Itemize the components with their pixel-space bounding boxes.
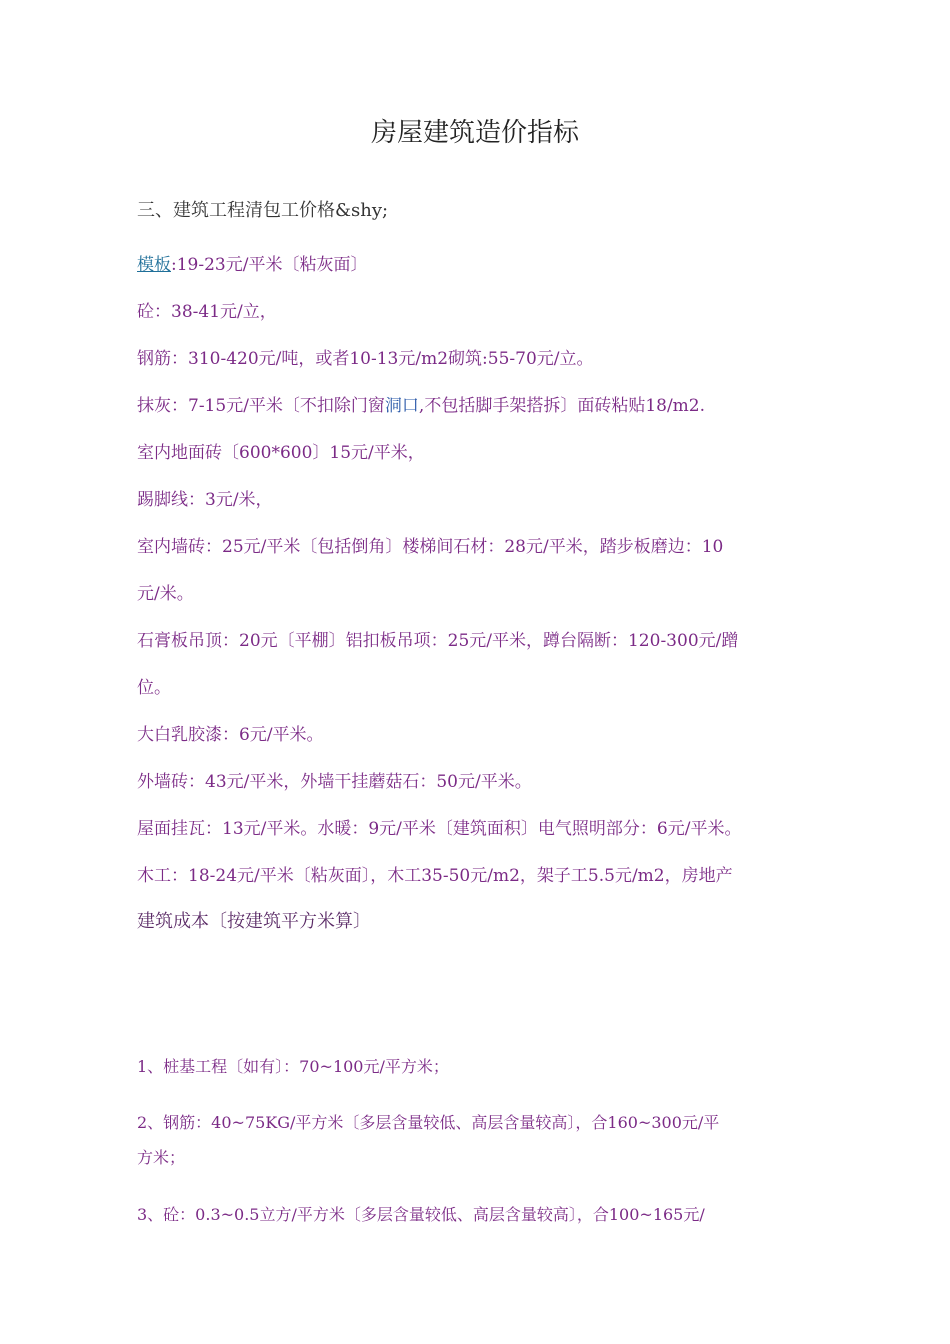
line-wall-tile-cont: 元/米。 bbox=[137, 584, 194, 604]
line-skirting: 踢脚线：3元/米， bbox=[137, 490, 273, 510]
line-formwork bbox=[137, 250, 367, 275]
plaster-opening-term: 洞口 bbox=[384, 396, 419, 416]
line-carpentry: 木工：18-24元/平米〔粘灰面〕，木工35-50元/m2，架子工5.5元/m2，房地产 bbox=[137, 866, 733, 886]
line-cost-heading: 建筑成本〔按建筑平方米算〕 bbox=[137, 911, 371, 932]
line-ceiling-cont: 位。 bbox=[137, 678, 171, 698]
line-ceiling: 石膏板吊顶：20元〔平棚〕铝扣板吊项：25元/平米，蹲台隔断：120-300元/蹭 bbox=[137, 631, 739, 651]
plaster-part-1: 抹灰：7-15元/平米〔不扣除门窗 bbox=[137, 396, 385, 416]
item-rebar-cont: 方米； bbox=[137, 1148, 186, 1167]
formwork-price: :19-23元/平米〔粘灰面〕 bbox=[171, 255, 368, 275]
line-floor-tile: 室内地面砖〔600*600〕15元/平米， bbox=[137, 443, 425, 463]
line-rebar: 钢筋：310-420元/吨，或者10-13元/m2砌筑:55-70元/立。 bbox=[137, 349, 594, 369]
item-concrete: 3、砼：0.3~0.5立方/平方米〔多层含量较低、高层含量较高〕，合100~165元/ bbox=[137, 1205, 705, 1224]
plaster-part-2: ,不包括脚手架搭拆〕面砖粘贴18/m2. bbox=[418, 396, 706, 416]
document-title: 房屋建筑造价指标 bbox=[370, 118, 579, 148]
item-rebar: 2、钢筋：40~75KG/平方米〔多层含量较低、高层含量较高〕，合160~300元/平 bbox=[137, 1113, 720, 1132]
line-exterior-tile: 外墙砖：43元/平米，外墙干挂蘑菇石：50元/平米。 bbox=[137, 772, 532, 792]
formwork-link[interactable]: 模板 bbox=[137, 255, 171, 275]
line-roof-tile: 屋面挂瓦：13元/平米。水暖：9元/平米〔建筑面积〕电气照明部分：6元/平米。 bbox=[137, 819, 742, 839]
section-heading: 三、建筑工程清包工价格&shy; bbox=[137, 200, 389, 221]
item-pile-foundation: 1、桩基工程〔如有〕：70~100元/平方米； bbox=[137, 1057, 449, 1076]
line-wall-tile: 室内墙砖：25元/平米〔包括倒角〕楼梯间石材：28元/平米，踏步板磨边：10 bbox=[137, 537, 724, 557]
line-concrete: 砼：38-41元/立， bbox=[137, 302, 277, 322]
line-latex-paint: 大白乳胶漆：6元/平米。 bbox=[137, 725, 324, 745]
line-plaster bbox=[137, 391, 705, 416]
